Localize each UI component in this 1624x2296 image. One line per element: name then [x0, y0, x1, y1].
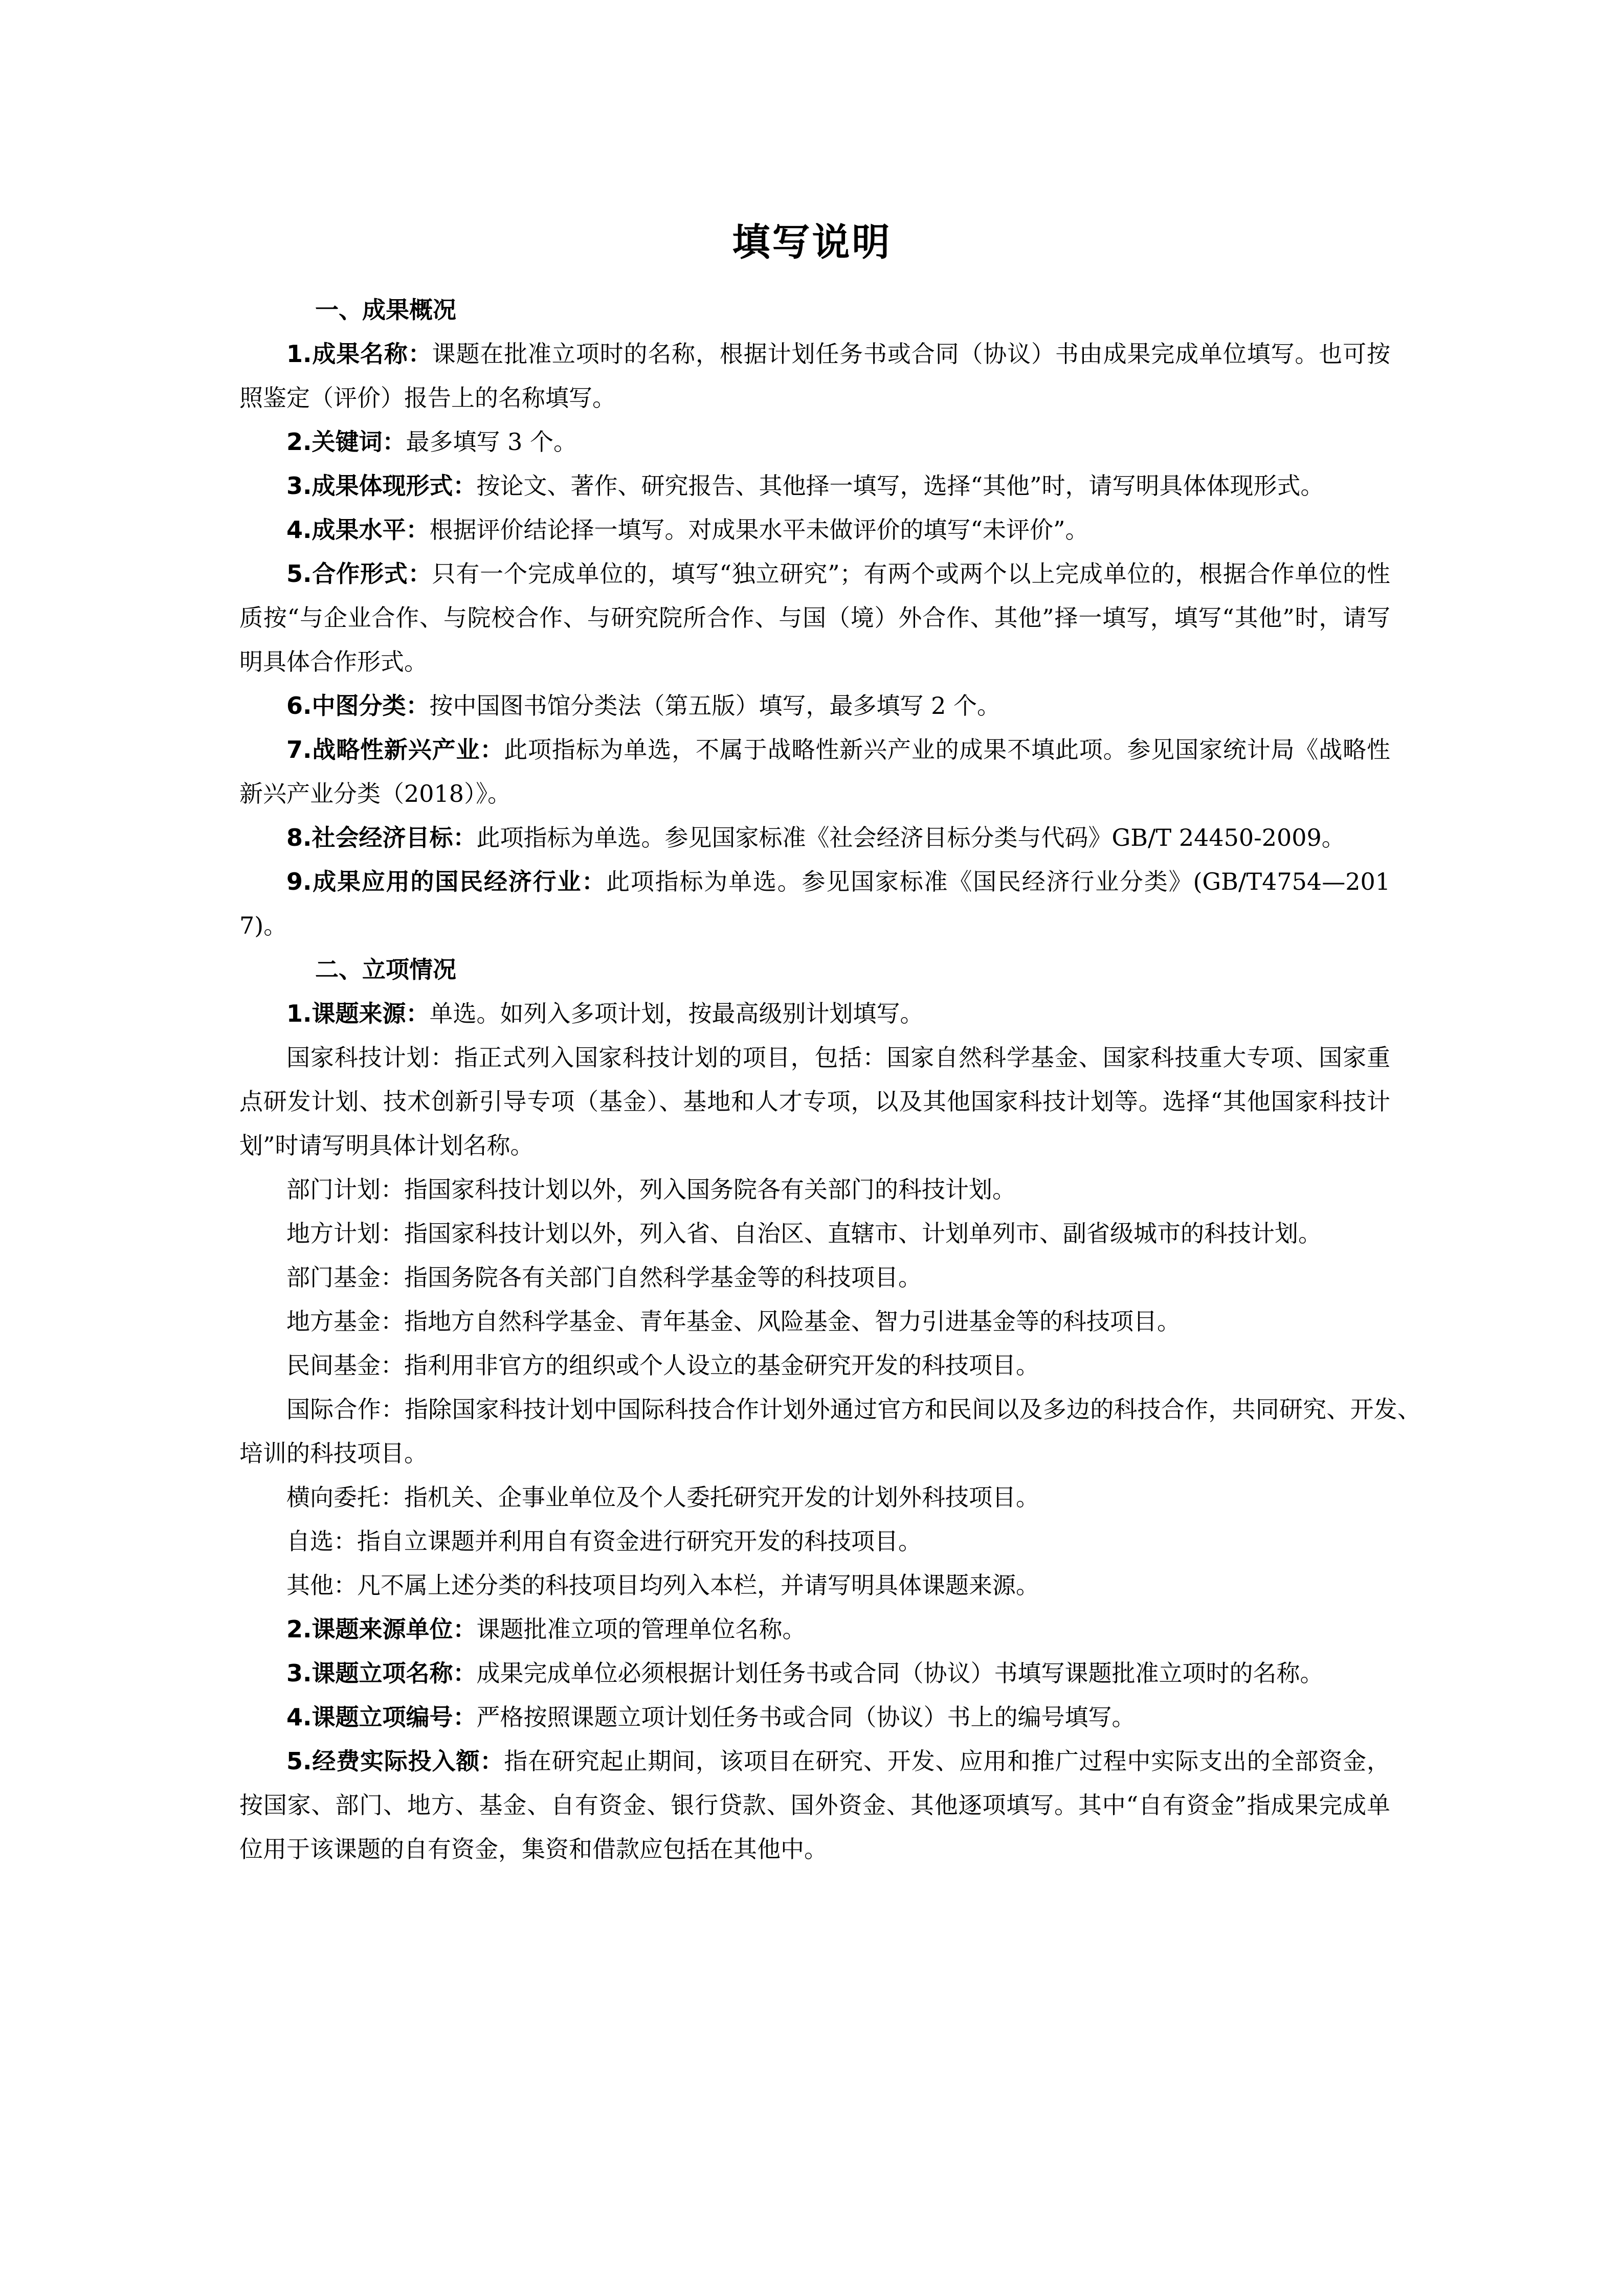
item-keywords — [239, 420, 1390, 464]
item-clc-classification — [239, 684, 1390, 728]
item-text: 单选。如列入多项计划，按最高级别计划填写。 — [429, 1000, 924, 1027]
source-department-plan: 部门计划：指国家科技计划以外，列入国务院各有关部门的科技计划。 — [286, 1176, 1016, 1203]
source-department-fund: 部门基金：指国务院各有关部门自然科学基金等的科技项目。 — [286, 1264, 922, 1291]
source-local-fund: 地方基金：指地方自然科学基金、青年基金、风险基金、智力引进基金等的科技项目。 — [286, 1308, 1181, 1335]
item-label: 9.成果应用的国民经济行业： — [286, 868, 607, 895]
item-cooperation-form — [239, 552, 1390, 684]
source-horizontal-commission: 横向委托：指机关、企事业单位及个人委托研究开发的计划外科技项目。 — [286, 1483, 1039, 1511]
item-label: 4.课题立项编号： — [286, 1703, 477, 1731]
item-text: 此项指标为单选，不属于战略性新兴产业的成果不填此项。参见国家统计局《战略性新兴产业分类（2018）》。 — [239, 736, 1390, 807]
source-self-selected: 自选：指自立课题并利用自有资金进行研究开发的科技项目。 — [286, 1527, 922, 1555]
item-label: 6.中图分类： — [286, 692, 430, 719]
instructions-body — [239, 288, 1421, 1871]
item-label: 3.课题立项名称： — [286, 1659, 477, 1687]
item-national-economy-industry — [239, 860, 1390, 948]
source-private-fund: 民间基金：指利用非官方的组织或个人设立的基金研究开发的科技项目。 — [286, 1352, 1039, 1379]
item-label: 5.合作形式： — [286, 560, 432, 588]
item-text: 成果完成单位必须根据计划任务书或合同（协议）书填写课题批准立项时的名称。 — [476, 1659, 1324, 1687]
section-heading-overview: 一、成果概况 — [315, 296, 456, 324]
item-text: 最多填写 3 个。 — [406, 428, 577, 456]
item-text: 课题批准立项的管理单位名称。 — [476, 1615, 806, 1643]
source-other: 其他：凡不属上述分类的科技项目均列入本栏，并请写明具体课题来源。 — [286, 1571, 1039, 1599]
item-label: 1.课题来源： — [286, 1000, 430, 1027]
item-label: 1.成果名称： — [286, 340, 432, 368]
item-result-level — [239, 508, 1390, 552]
item-socioeconomic-goal — [239, 816, 1390, 860]
item-text: 课题在批准立项时的名称，根据计划任务书或合同（协议）书由成果完成单位填写。也可按照鉴定（评价）报告上的名称填写。 — [239, 340, 1391, 412]
item-result-form — [239, 464, 1390, 508]
item-text: 按论文、著作、研究报告、其他择一填写，选择“其他”时，请写明具体体现形式。 — [476, 472, 1324, 500]
section-heading-project: 二、立项情况 — [315, 956, 456, 983]
page-title: 填写说明 — [732, 220, 892, 264]
item-funding-amount — [239, 1739, 1390, 1871]
item-result-name — [239, 332, 1390, 420]
item-text: 指在研究起止期间，该项目在研究、开发、应用和推广过程中实际支出的全部资金，按国家、部门、地方、基金、自有资金、银行贷款、国外资金、其他逐项填写。其中“自有资金”指成果完成单位用于该课题的自有资金，集资和借款应包括在其他中。 — [239, 1747, 1390, 1863]
item-label: 8.社会经济目标： — [286, 824, 477, 851]
item-strategic-industry — [239, 728, 1390, 816]
item-label: 7.战略性新兴产业： — [286, 736, 504, 763]
item-text: 严格按照课题立项计划任务书或合同（协议）书上的编号填写。 — [476, 1703, 1136, 1731]
item-label: 4.成果水平： — [286, 516, 430, 544]
source-national-plan: 国家科技计划：指正式列入国家科技计划的项目，包括：国家自然科学基金、国家科技重大专项、国家重点研发计划、技术创新引导专项（基金）、基地和人才专项，以及其他国家科技计划等。选择“其他国家科技计划”时请写明具体计划名称。 — [239, 1044, 1390, 1159]
item-label: 2.课题来源单位： — [286, 1615, 477, 1643]
source-international-cooperation: 国际合作：指除国家科技计划中国际科技合作计划外通过官方和民间以及多边的科技合作，共同研究、开发、培训的科技项目。 — [239, 1395, 1421, 1467]
item-text: 根据评价结论择一填写。对成果水平未做评价的填写“未评价”。 — [429, 516, 1089, 544]
item-project-name — [239, 1651, 1390, 1695]
item-text: 此项指标为单选。参见国家标准《社会经济目标分类与代码》GB/T 24450-2009。 — [476, 824, 1345, 851]
item-source-unit — [239, 1607, 1390, 1651]
item-text: 只有一个完成单位的，填写“独立研究”；有两个或两个以上完成单位的，根据合作单位的性质按“与企业合作、与院校合作、与研究院所合作、与国（境）外合作、其他”择一填写，填写“其他”时，请写明具体合作形式。 — [239, 560, 1390, 676]
item-project-number — [239, 1695, 1390, 1739]
item-label: 3.成果体现形式： — [286, 472, 477, 500]
item-label: 2.关键词： — [286, 428, 406, 456]
source-local-plan: 地方计划：指国家科技计划以外，列入省、自治区、直辖市、计划单列市、副省级城市的科技计划。 — [286, 1220, 1322, 1247]
item-text: 按中国图书馆分类法（第五版）填写，最多填写 2 个。 — [429, 692, 1000, 719]
item-text: 此项指标为单选。参见国家标准《国民经济行业分类》(GB/T4754—2017)。 — [239, 868, 1390, 939]
item-label: 5.经费实际投入额： — [286, 1747, 504, 1775]
item-project-source — [239, 992, 1390, 1036]
